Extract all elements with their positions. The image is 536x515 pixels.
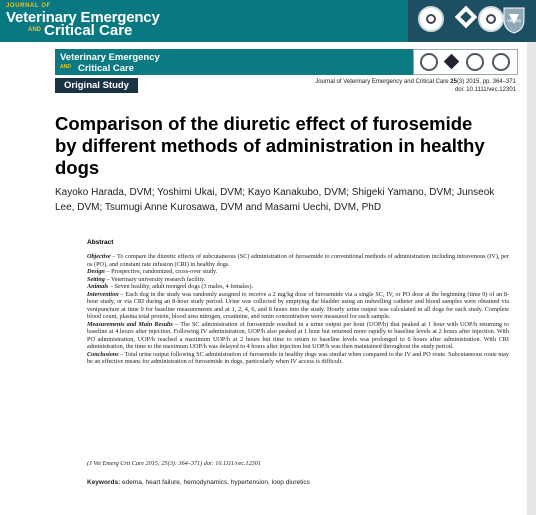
journal-name-and: AND bbox=[28, 27, 41, 33]
abstract-results: Measurements and Main Results – The SC administration of furosemide resulted in a urine output per hour (UOP/h) that peaked at 1 hour with UOP/h returning to baseline at 4 hours after injection. Following IV administration, UOP/h also peaked at 1 hour but returned more rapidly to baseline levels at 2 hours after injection. With PO administration, UOP/h reached a maximum UOP/h at 2 hours but time to return to baseline levels was prolonged to 6 hours after administration. With CRI administration, the time to the maximum UOP/h was delayed to 4 hours after injection but UOP/h was then maintained throughout the study period. bbox=[87, 320, 509, 350]
journal-citation bbox=[200, 78, 516, 94]
citation-prefix: Journal of Veterinary Emergency and Critical Care bbox=[315, 79, 451, 85]
seal-icon bbox=[418, 6, 444, 32]
citation-volume: 25 bbox=[450, 79, 457, 85]
abstract-conclusions: Conclusions – Total urine output following SC administration of furosemide in healthy dogs was similar when compared to the IV and PO route. Subcutaneous route may be an effective means for administration of furosemide in dogs, particularly when IV access is difficult. bbox=[87, 350, 509, 365]
article-reference: (J Vet Emerg Crit Care 2015; 25(3): 364–371) doi: 10.1111/vec.12301 bbox=[87, 460, 261, 467]
page-edge-shadow bbox=[527, 42, 536, 515]
article-type-tag: Original Study bbox=[55, 78, 138, 93]
abstract-objective: Objective – To compare the diuretic effects of subcutaneous (SC) administration of furosemide to conventional methods of administration including intravenous (IV), per os (PO), and constant rate infusion (CRI) in healthy dogs. bbox=[87, 253, 509, 268]
abstract-setting: Setting – Veterinary university research facility. bbox=[87, 275, 206, 283]
abstract-animals: Animals – Seven healthy, adult mongrel dogs (3 males, 4 females). bbox=[87, 283, 254, 290]
seal-icon bbox=[492, 53, 510, 71]
journal-name-line1: Veterinary Emergency bbox=[6, 9, 160, 26]
abstract-intervention: Intervention – Each dog in the study was randomly assigned to receive a 2 mg/kg dose of furosemide via a single SC, IV, or PO dose at the beginning (time 0) of an 8-hour study, or via CRI during an 8-hour study period. Urine was collected by emptying the bladder using an indwelling catheter and blood samples were obtained via venipuncture at time 0 for baseline measurements and at 1, 2, 4, 6, and 8 hours into the study. Hourly urine output was calculated in all dogs for each study. Complete blood count, plasma total protein, blood urea nitrogen, creatinine, and renin concentration were measured for each sample. bbox=[87, 290, 509, 320]
citation-suffix: (3) 2015, pp. 364–371 bbox=[456, 79, 516, 85]
article-authors: Kayoko Harada, DVM; Yoshimi Ukai, DVM; Kayo Kanakubo, DVM; Shigeki Yamano, DVM; Junseok Lee, DVM; Tsumugi Anne Kurosawa, DVM and Masami Uechi, DVM, PhD bbox=[55, 187, 495, 213]
citation-doi[interactable]: doi: 10.1111/vec.12301 bbox=[454, 87, 516, 93]
abstract-design: Design – Prospective, randomized, cross-over study. bbox=[87, 268, 218, 275]
seal-icon bbox=[466, 53, 484, 71]
keywords-list: edema, heart failure, hemodynamics, hypertension, loop diuretics bbox=[120, 479, 310, 486]
seal-icon bbox=[420, 53, 438, 71]
journal-logo-and: AND bbox=[60, 64, 71, 70]
article-title: Comparison of the diuretic effect of furosemide by different methods of administration in healthy dogs bbox=[55, 113, 485, 178]
abstract-heading: Abstract bbox=[87, 239, 114, 246]
keywords-label: Keywords: bbox=[87, 479, 121, 486]
journal-logo-line1: Veterinary Emergency bbox=[60, 52, 160, 63]
journal-name-line2: Critical Care bbox=[44, 22, 133, 39]
journal-name-prefix: JOURNAL OF bbox=[6, 3, 51, 9]
abstract-body bbox=[87, 253, 509, 366]
journal-logo-line2: Critical Care bbox=[78, 63, 134, 74]
partner-label: VECCS bbox=[507, 18, 521, 23]
article-keywords bbox=[87, 479, 310, 486]
